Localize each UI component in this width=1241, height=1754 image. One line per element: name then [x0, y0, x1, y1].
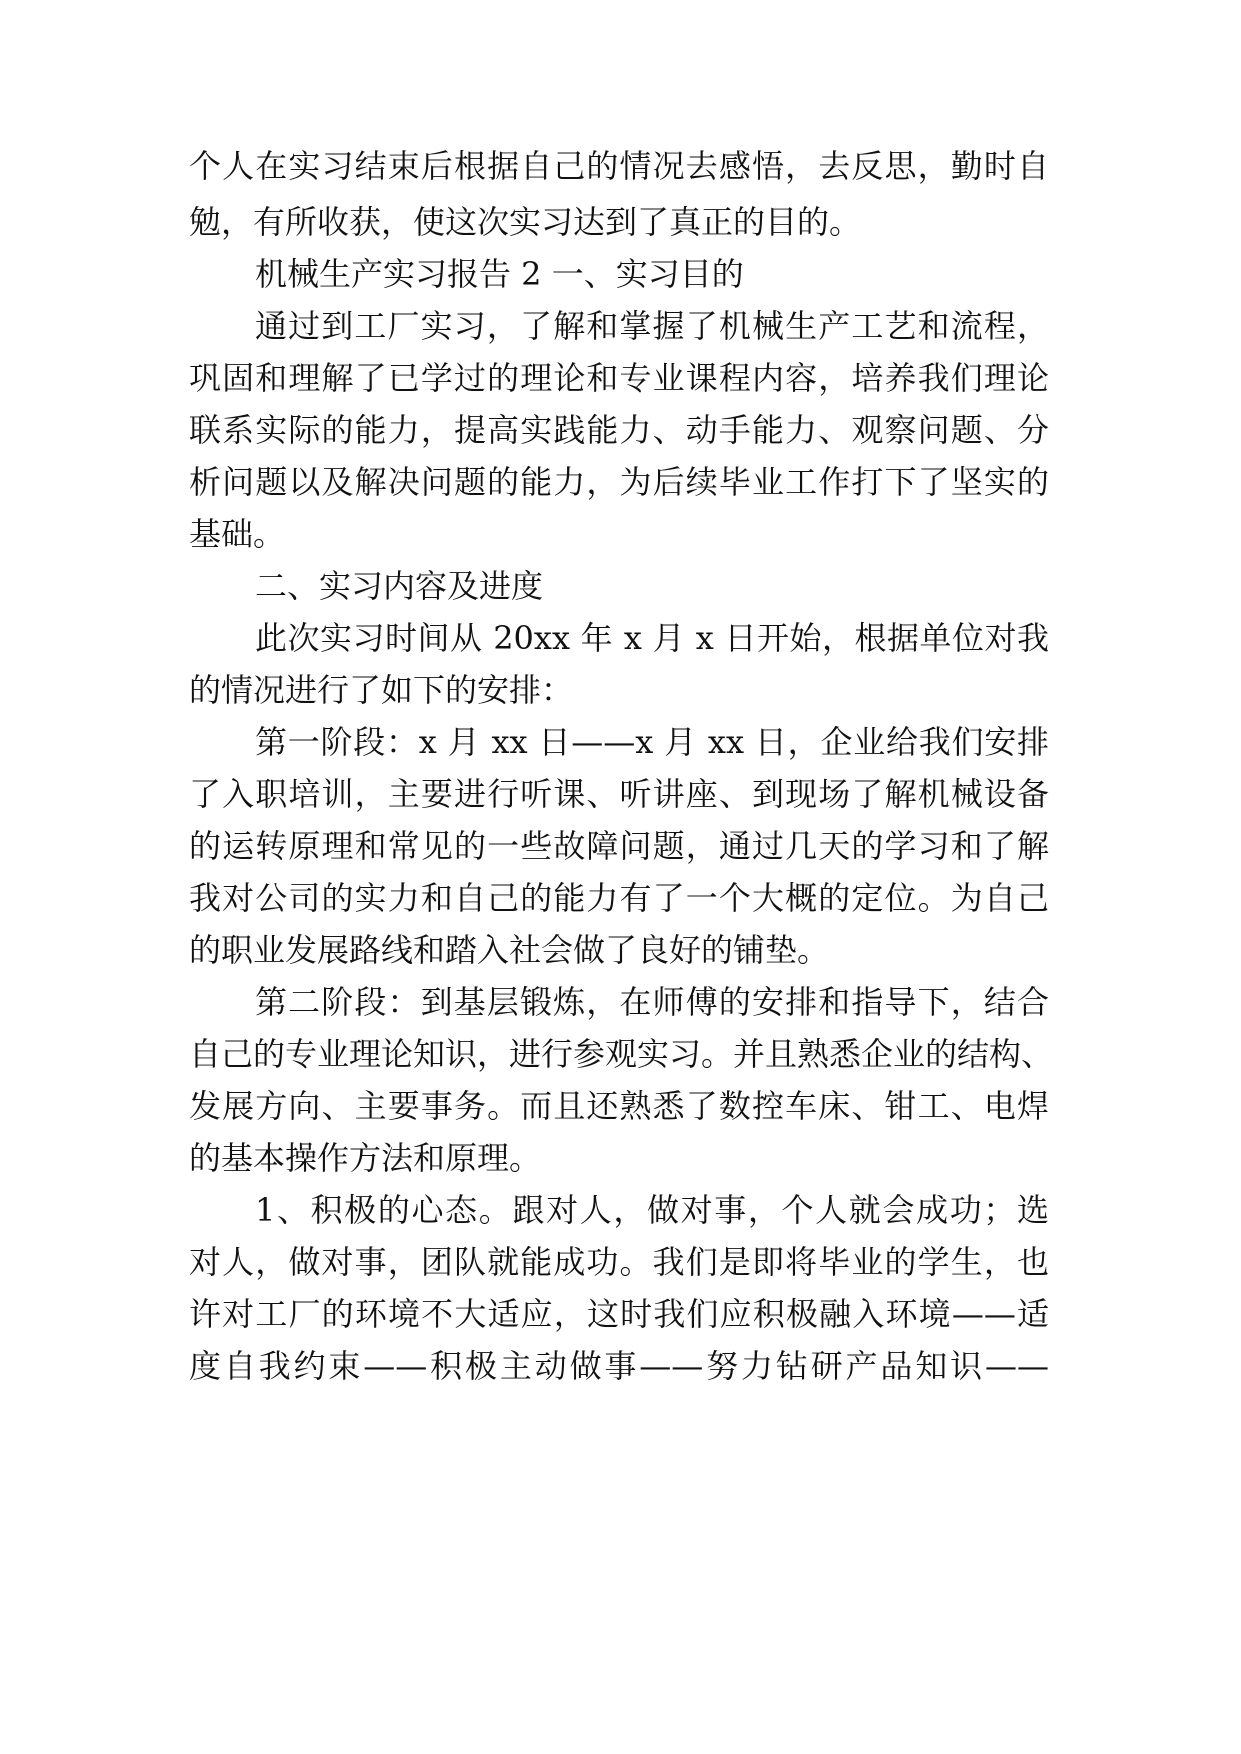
- text-line: 1、积极的心态。跟对人，做对事，个人就会成功；选: [255, 1191, 1049, 1229]
- text-line: 联系实际的能力，提高实践能力、动手能力、观察问题、分: [189, 411, 1049, 449]
- text-line: 的基本操作方法和原理。: [189, 1139, 542, 1177]
- text-line: 对人，做对事，团队就能成功。我们是即将毕业的学生，也: [189, 1243, 1049, 1281]
- text-line: 巩固和理解了已学过的理论和专业课程内容，培养我们理论: [189, 359, 1049, 397]
- text-line: 我对公司的实力和自己的能力有了一个大概的定位。为自己: [189, 879, 1049, 917]
- text-line: 第二阶段：到基层锻炼，在师傅的安排和指导下，结合: [255, 983, 1049, 1021]
- text-line: 第一阶段：x 月 xx 日——x 月 xx 日，企业给我们安排: [255, 723, 1049, 761]
- text-line: 许对工厂的环境不大适应，这时我们应积极融入环境——适: [189, 1295, 1049, 1333]
- section-heading: 机械生产实习报告 2 一、实习目的: [255, 255, 744, 293]
- text-line: 自己的专业理论知识，进行参观实习。并且熟悉企业的结构、: [189, 1035, 1054, 1073]
- text-line: 度自我约束——积极主动做事——努力钻研产品知识——: [189, 1347, 1049, 1385]
- text-line: 的职业发展路线和踏入社会做了良好的铺垫。: [189, 931, 830, 969]
- section-heading: 二、实习内容及进度: [255, 567, 544, 605]
- text-line: 发展方向、主要事务。而且还熟悉了数控车床、钳工、电焊: [189, 1087, 1049, 1125]
- text-line: 析问题以及解决问题的能力，为后续毕业工作打下了坚实的: [189, 463, 1049, 501]
- text-line: 此次实习时间从 20xx 年 x 月 x 日开始，根据单位对我: [255, 619, 1049, 657]
- text-line: 个人在实习结束后根据自己的情况去感悟，去反思，勤时自: [189, 147, 1049, 185]
- text-line: 了入职培训，主要进行听课、听讲座、到现场了解机械设备: [189, 775, 1049, 813]
- text-line: 的情况进行了如下的安排：: [189, 671, 574, 709]
- text-line: 勉，有所收获，使这次实习达到了真正的目的。: [189, 203, 862, 241]
- text-line: 通过到工厂实习，了解和掌握了机械生产工艺和流程，: [255, 307, 1049, 345]
- text-line: 的运转原理和常见的一些故障问题，通过几天的学习和了解: [189, 827, 1049, 865]
- text-line: 基础。: [189, 515, 286, 553]
